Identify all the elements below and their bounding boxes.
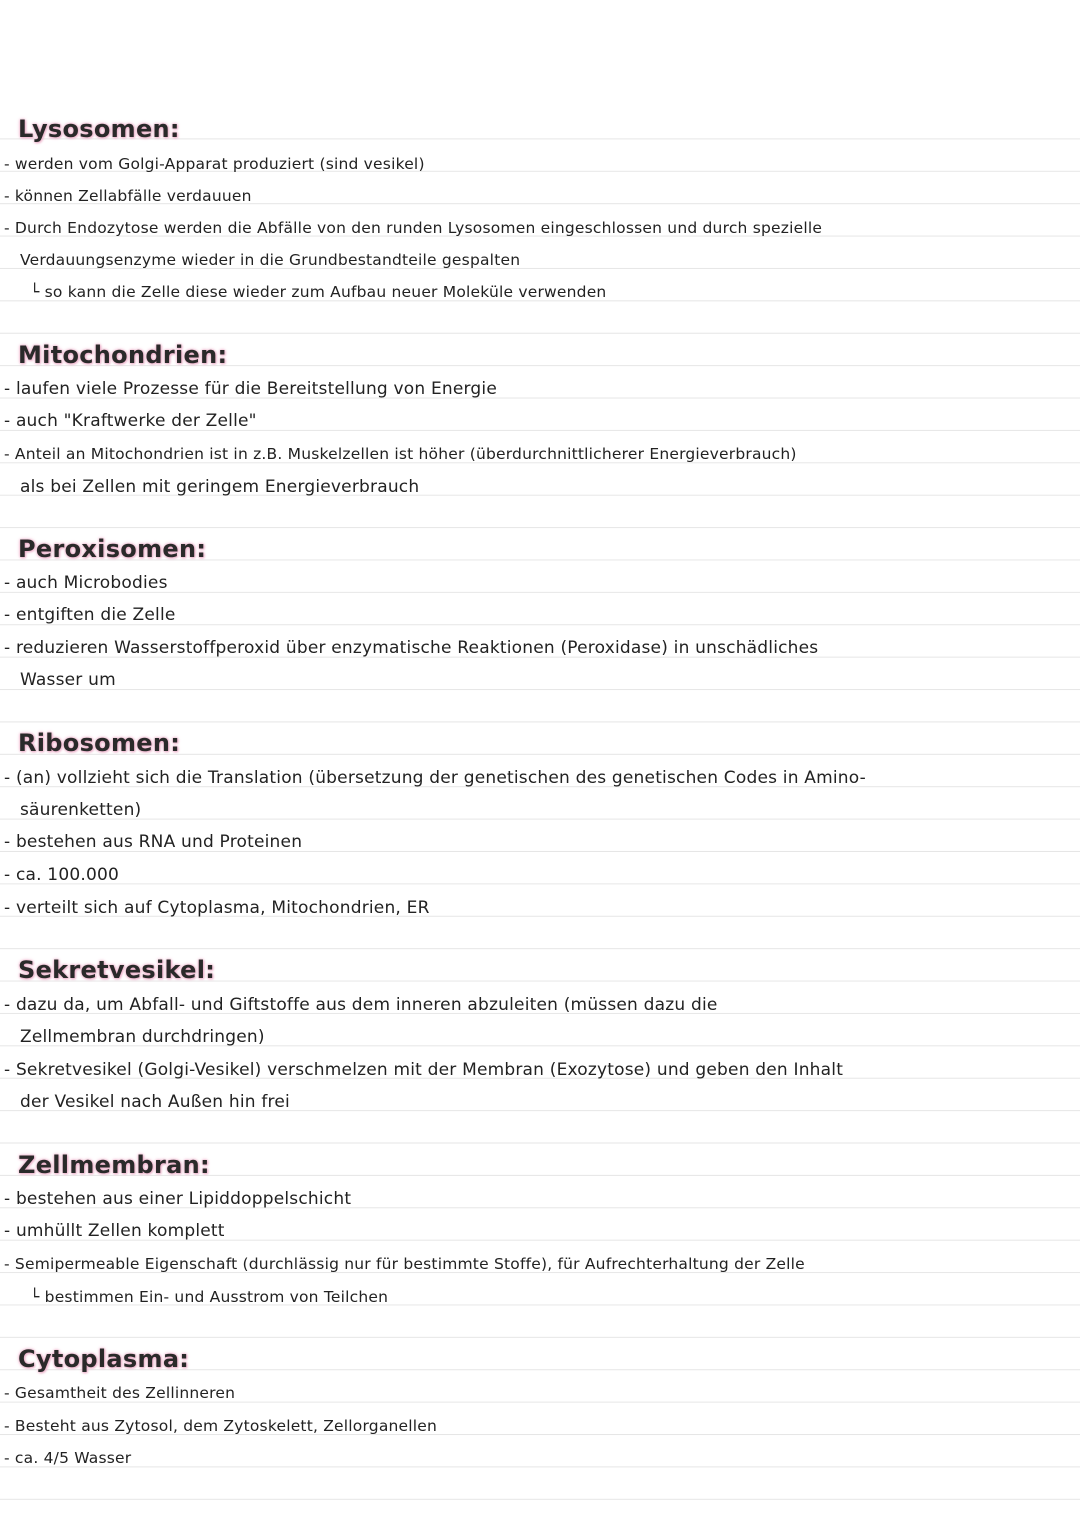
section-heading: Lysosomen:: [18, 115, 180, 143]
note-line: - ca. 100.000: [4, 865, 120, 885]
section-heading: Cytoplasma:: [18, 1345, 190, 1373]
section-heading: Mitochondrien:: [18, 341, 228, 369]
section-heading: Peroxisomen:: [18, 535, 207, 563]
note-line: - Sekretvesikel (Golgi-Vesikel) verschmelzen mit der Membran (Exozytose) und geben den Inhalt: [4, 1060, 844, 1080]
top-margin: [0, 0, 1080, 107]
note-line: - Anteil an Mitochondrien ist in z.B. Muskelzellen ist höher (überdurchnittlicherer Energieverbrauch): [4, 445, 797, 463]
note-line: - Besteht aus Zytosol, dem Zytoskelett, Zellorganellen: [4, 1417, 438, 1435]
note-line: - verteilt sich auf Cytoplasma, Mitochondrien, ER: [4, 898, 430, 918]
note-line: - dazu da, um Abfall- und Giftstoffe aus dem inneren abzuleiten (müssen dazu die: [4, 995, 718, 1015]
note-line: - auch "Kraftwerke der Zelle": [4, 411, 257, 431]
note-line: - bestehen aus RNA und Proteinen: [4, 832, 303, 852]
note-line: - können Zellabfälle verdauuen: [4, 187, 252, 205]
note-line: - Durch Endozytose werden die Abfälle von den runden Lysosomen eingeschlossen und durch spezielle: [4, 219, 823, 237]
note-line: - bestehen aus einer Lipiddoppelschicht: [4, 1189, 352, 1209]
note-line: └ bestimmen Ein- und Ausstrom von Teilchen: [30, 1288, 389, 1306]
note-line: - Semipermeable Eigenschaft (durchlässig nur für bestimmte Stoffe), für Aufrechterhaltung der Zelle: [4, 1255, 805, 1273]
section-heading: Zellmembran:: [18, 1151, 210, 1179]
note-line: Wasser um: [20, 670, 116, 690]
note-line: Zellmembran durchdringen): [20, 1027, 265, 1047]
note-line: - Gesamtheit des Zellinneren: [4, 1384, 236, 1402]
note-line: - umhüllt Zellen komplett: [4, 1221, 225, 1241]
note-line: - werden vom Golgi-Apparat produziert (sind vesikel): [4, 155, 425, 173]
note-line: └ so kann die Zelle diese wieder zum Aufbau neuer Moleküle verwenden: [30, 283, 607, 301]
note-line: säurenketten): [20, 800, 142, 820]
note-line: - auch Microbodies: [4, 573, 168, 593]
section-heading: Ribosomen:: [18, 729, 181, 757]
note-line: Verdauungsenzyme wieder in die Grundbestandteile gespalten: [20, 251, 521, 269]
note-line: - ca. 4/5 Wasser: [4, 1449, 132, 1467]
note-line: - reduzieren Wasserstoffperoxid über enzymatische Reaktionen (Peroxidase) in unschädliches: [4, 638, 819, 658]
note-line: - (an) vollzieht sich die Translation (übersetzung der genetischen des genetischen Codes in Amino-: [4, 768, 867, 788]
note-line: als bei Zellen mit geringem Energieverbrauch: [20, 477, 420, 497]
note-line: der Vesikel nach Außen hin frei: [20, 1092, 290, 1112]
note-line: - entgiften die Zelle: [4, 605, 176, 625]
note-line: - laufen viele Prozesse für die Bereitstellung von Energie: [4, 379, 497, 399]
section-heading: Sekretvesikel:: [18, 956, 216, 984]
